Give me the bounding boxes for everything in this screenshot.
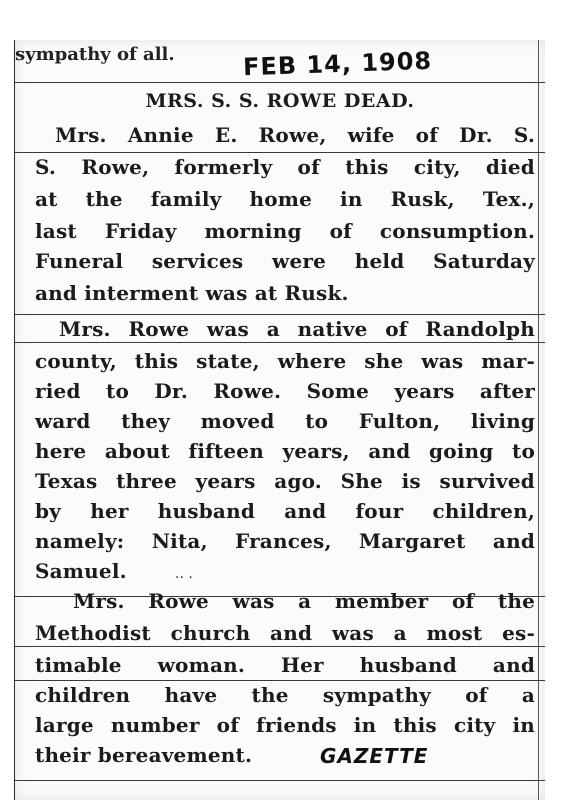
text-line: Samuel. [35, 559, 127, 583]
handwritten-source: GAZETTE [320, 744, 429, 768]
column-rule [15, 342, 545, 343]
column-rule [15, 646, 545, 647]
column-rule [15, 680, 545, 681]
text-line: Texas three years ago. She is survived [35, 469, 535, 493]
text-line: their bereavement. [35, 743, 253, 767]
text-line: timable woman. Her husband and [35, 653, 535, 677]
text-line: Mrs. Annie E. Rowe, wife of Dr. S. [55, 123, 535, 147]
text-line: namely: Nita, Frances, Margaret and [35, 529, 535, 553]
text-line: county, this state, where she was mar- [35, 349, 535, 373]
text-line: S. Rowe, formerly of this city, died [35, 155, 535, 179]
clipping-edge [538, 40, 539, 800]
top-fragment: sympathy of all. [15, 44, 175, 65]
text-line: Mrs. Rowe was a native of Randolph [59, 317, 535, 341]
text-line: Funeral services were held Saturday [35, 249, 535, 273]
text-line: Mrs. Rowe was a member of the [73, 589, 535, 613]
text-line: at the family home in Rusk, Tex., [35, 187, 535, 211]
text-line: and interment was at Rusk. [35, 281, 349, 305]
text-line: large number of friends in this city in [35, 713, 535, 737]
text-line: by her husband and four children, [35, 499, 535, 523]
column-rule [15, 314, 545, 315]
newspaper-clipping [14, 40, 545, 800]
column-rule [15, 82, 545, 83]
column-rule [15, 152, 545, 153]
print-speck: ·· · [175, 570, 193, 586]
text-line: children have the sympathy of a [35, 683, 535, 707]
text-line: ried to Dr. Rowe. Some years after [35, 379, 535, 403]
handwritten-date: FEB 14, 1908 [242, 46, 433, 82]
text-line: ward they moved to Fulton, living [35, 409, 535, 433]
text-line: Methodist church and was a most es- [35, 621, 535, 645]
obituary-headline: MRS. S. S. ROWE DEAD. [145, 90, 415, 112]
column-rule [15, 780, 545, 781]
text-line: here about fifteen years, and going to [35, 439, 535, 463]
text-line: last Friday morning of consumption. [35, 219, 535, 243]
